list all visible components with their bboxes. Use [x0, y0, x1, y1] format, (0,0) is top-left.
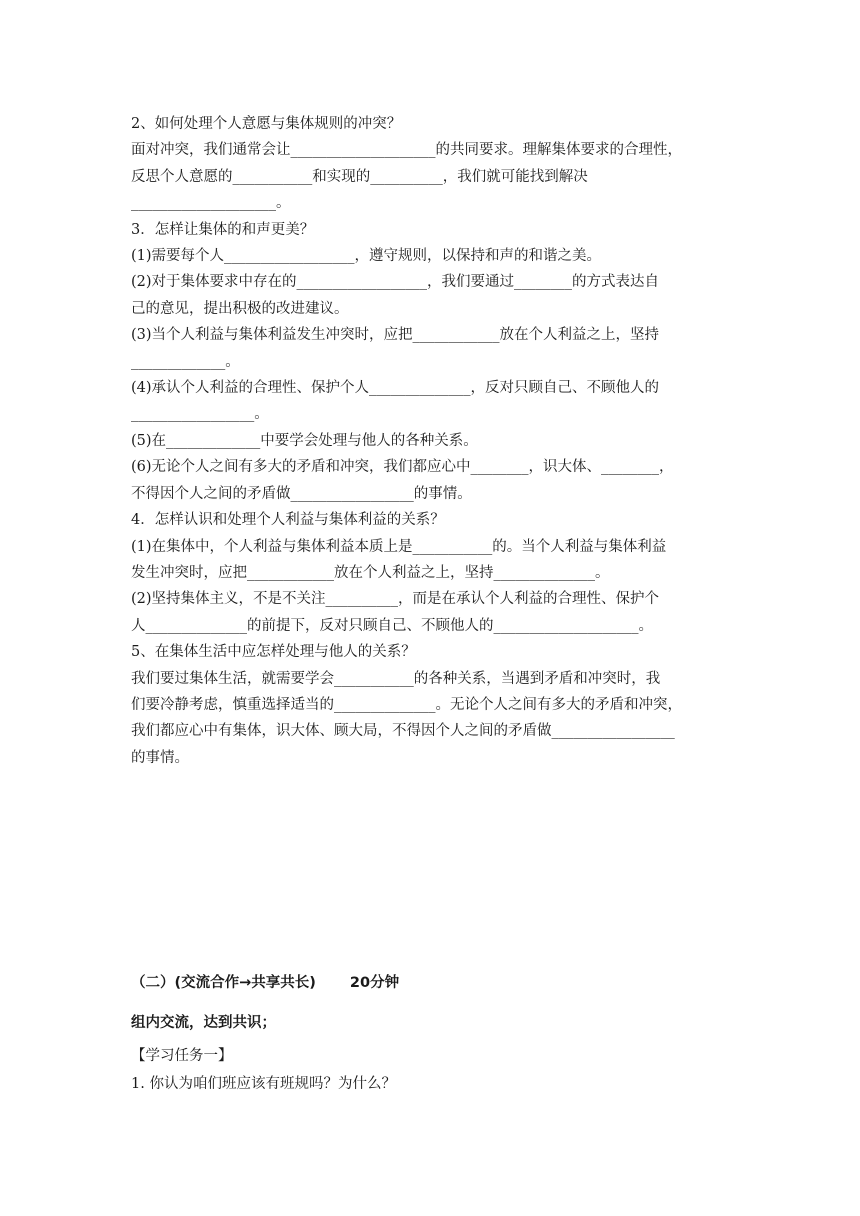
- section-2-title: [131, 968, 731, 998]
- section-2: [131, 968, 731, 1038]
- learning-task-question-1: 1. 你认为咱们班应该有班规吗？为什么？: [131, 1076, 396, 1092]
- question-5-heading: 5、在集体生活中应怎样处理与他人的关系？: [131, 644, 416, 661]
- text-line: ____________________。: [131, 195, 291, 212]
- learning-task-heading: 【学习任务一】: [131, 1048, 233, 1064]
- question-2-heading: 2、如何处理个人意愿与集体规则的冲突？: [131, 116, 402, 132]
- text-line: (1)在集体中，个人利益与集体利益本质上是___________的。当个人利益与集体利益: [131, 538, 667, 555]
- text-line: (2)对于集体要求中存在的__________________，我们要通过________的方式表达自: [131, 274, 660, 291]
- question-3-heading: 3．怎样让集体的和声更美？: [131, 221, 315, 238]
- text-line: 的事情。: [131, 749, 189, 766]
- text-line: (3)当个人利益与集体利益发生冲突时，应把____________放在个人利益之上，坚持: [131, 327, 660, 344]
- text-line: _____________。: [131, 353, 240, 370]
- text-line: (1)需要每个人__________________，遵守规则，以保持和声的和谐之美。: [131, 248, 602, 265]
- section-2-title-text: （二）(交流合作→共享共长): [131, 975, 316, 991]
- text-line: 不得因个人之间的矛盾做_________________的事情。: [131, 485, 472, 502]
- text-line: 我们要过集体生活，就需要学会___________的各种关系，当遇到矛盾和冲突时，我: [131, 670, 661, 687]
- section-2-time: 20分钟: [349, 975, 400, 991]
- review-questions: [131, 111, 731, 771]
- question-4-heading: 4．怎样认识和处理个人利益与集体利益的关系？: [131, 512, 445, 529]
- text-line: 反思个人意愿的___________和实现的__________，我们就可能找到解决: [131, 168, 588, 185]
- learning-task: [131, 1042, 731, 1098]
- text-line: 们要冷静考虑，慎重选择适当的______________。无论个人之间有多大的矛盾和冲突，: [131, 696, 682, 713]
- consensus-instruction: 组内交流，达到共识；: [131, 1015, 276, 1031]
- text-line: _________________。: [131, 406, 269, 423]
- text-line: 我们都应心中有集体，识大体、顾大局，不得因个人之间的矛盾做_________________: [131, 723, 675, 740]
- text-line: (2)坚持集体主义，不是不关注__________，而是在承认个人利益的合理性、保护个: [131, 591, 660, 608]
- text-line: 发生冲突时，应把____________放在个人利益之上，坚持______________。: [131, 564, 610, 581]
- text-line: (4)承认个人利益的合理性、保护个人______________，反对只顾自己、不顾他人的: [131, 380, 660, 397]
- text-line: 面对冲突，我们通常会让____________________的共同要求。理解集体要求的合理性，: [131, 142, 682, 159]
- text-line: (6)无论个人之间有多大的矛盾和冲突，我们都应心中________，识大体、________，: [131, 459, 674, 476]
- text-line: (5)在_____________中要学会处理与他人的各种关系。: [131, 432, 478, 449]
- text-line: 己的意见，提出积极的改进建议。: [131, 300, 349, 317]
- text-line: 人______________的前提下，反对只顾自己、不顾他人的____________________。: [131, 617, 653, 634]
